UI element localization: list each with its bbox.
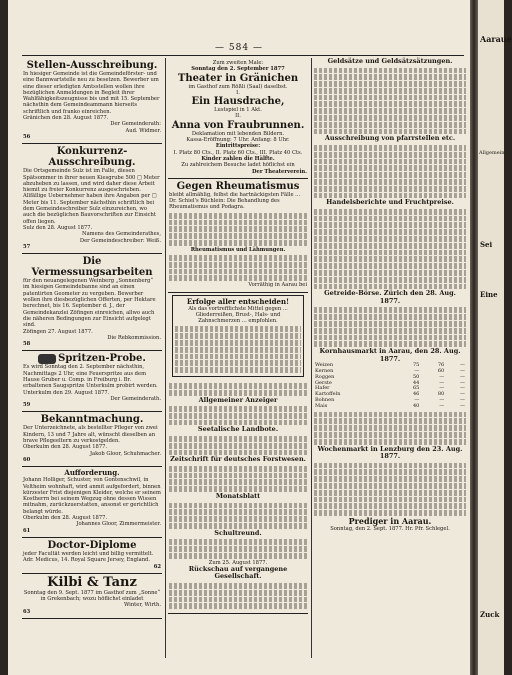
- notice-doctor: [22, 538, 162, 574]
- book-body: bleibt allmählig, felbst die hartnäckigsten Fälle ... Dr. Schiel's Büchlein: Die Behandlung des Rheumatismus und Podagra.: [169, 191, 301, 211]
- market-price: —: [439, 379, 445, 386]
- facing-page-fragment: Allgemein: [479, 150, 505, 156]
- notice-body: für den neuangelegenen Weinberg „Sonnenberg“ im hiesigen Gemeindebanne sind an einen patentirten Geometer zu vergeben. Bewerber wollen ihre diesbezüglichen Offerten, per Hektare berechnet, bis 16. September d. J., der Gemeindekanzlei Zöfingen einreichen, allwo auch die näheren Bedingungen zur Einsicht aufgelegt sind.: [23, 278, 156, 329]
- theater-invite: Zu zahlreichem Besuche ladet höflichst ein: [181, 162, 295, 169]
- notice-place-date: Gränichen den 28. August 1877.: [23, 115, 109, 122]
- text-block: [169, 383, 307, 396]
- section-heading: Geldsätze und Geldsätzsätzungen.: [327, 57, 453, 65]
- theater-date: Sonntag den 2. September 1877: [191, 66, 285, 73]
- rheumatism-book-ad: [168, 179, 308, 293]
- text-block: [175, 326, 301, 373]
- header-rule: [22, 55, 464, 56]
- periodical-heading: Allgemeiner Anzeiger: [198, 395, 278, 404]
- notice-title: Doctor-Diplome: [47, 539, 137, 551]
- notice-number: 61: [23, 527, 31, 534]
- theater-prices-title: Eintrittspreise:: [215, 143, 261, 150]
- theater-venue: im Gasthof zum Rößli (Saal) daselbst.: [188, 83, 288, 90]
- theater-roman: II.: [235, 113, 241, 120]
- notice-vermessung: [22, 254, 162, 351]
- notice-body: Es wird Sonntag den 2. September nächsthin, Nachmittags 2 Uhr, eine Feuerspritze aus dem Hause Gruber u. Comp. in Freiburg i. Br. erbaltenen Saugspritze Unterkulm probirt werden.: [23, 364, 158, 390]
- notice-place-date: Unterkulm den 29. August 1877.: [23, 389, 110, 396]
- periodical-heading: Rückschau auf vergangene Gesellschaft.: [188, 564, 288, 581]
- notice-place-date: Zöfingen 27. August 1877.: [23, 328, 93, 335]
- notice-stellen: [22, 58, 162, 144]
- notice-body: Der Unterzeichnete, als bestellter Pfleger von zwei Kindern, 13 und 7 Jahre alt, wünscht dieselben an brave Pflegeeltern zu verkostgelden.: [23, 425, 158, 445]
- facing-page-fragment: Zuck: [480, 610, 500, 619]
- notice-number: 58: [23, 341, 31, 348]
- table-row: [314, 404, 466, 410]
- facing-page-fragment: Aaraue: [480, 34, 512, 44]
- notice-spritzen: [22, 351, 162, 412]
- market-item: Mais: [315, 402, 328, 409]
- success-box-ad: [172, 295, 304, 377]
- text-block: [314, 463, 466, 516]
- theater-play-2-sub: Deklamation mit lebenden Bildern.: [191, 130, 285, 137]
- notice-body: Die Ortsgemeinde Sulz ist im Falle, diesen Spätsommer in ihrer neuen Kiesgrube 500 □ Meter abzuheben zu lassen, und wird daher diese Arbeit hiemit zu freier Konkurrenz ausgeschrieben. Allfällige Uebernehmer haben ihre Angaben per □ Meter bis 11. September nächsthin schriftlich bei dem Gemeindeschreiber Sulz einzureichen, wo auch die bezüglichen Bauvorschriften zur Einsicht offen liegen.: [23, 168, 160, 225]
- notice-title: Spritzen-Probe.: [23, 353, 161, 364]
- notice-aufforderung: [22, 467, 162, 538]
- notice-number: 63: [23, 608, 31, 615]
- text-block: [169, 539, 307, 558]
- facing-page: [478, 0, 512, 675]
- text-block: [314, 307, 466, 347]
- theater-play-1-sub: Lustspiel in 1 Akt.: [214, 107, 262, 114]
- notice-body: In hiesiger Gemeinde ist die Gemeindeförster- und eine Bannwartstelle neu zu besetzen. Bewerber um eine dieser erledigten Amtsstellen wollen ihre bezüglichen Anmeldungen in Begleit ihrer Wahlfähigkeitszeugnisse bis und mit 15. September nächsthin dem Gemeindeammann hierseits schriftlich und franko einreichen.: [23, 71, 160, 115]
- section-heading: Wochenmarkt in Lenzburg den 23. Aug. 1877.: [317, 444, 463, 461]
- periodical-footer: Zum 25. August 1877.: [208, 559, 268, 566]
- notice-title: Bekanntmachung.: [40, 414, 144, 426]
- market-price: 75: [412, 362, 420, 369]
- periodical-heading: Monatsblatt: [215, 492, 261, 501]
- notice-number: 57: [23, 243, 31, 250]
- market-price: —: [439, 385, 445, 392]
- text-block: [169, 466, 307, 492]
- theater-announcement: [168, 58, 308, 179]
- notice-signature: Aud. Widmer.: [125, 127, 161, 134]
- column-divider: [165, 58, 166, 658]
- market-price: —: [460, 402, 465, 409]
- market-item: Hafer: [315, 385, 330, 392]
- notice-place-date: Sulz den 28. August 1877.: [23, 224, 93, 231]
- notice-title: Stellen-Ausschreibung.: [26, 60, 158, 71]
- notice-signature: Winter, Wirth.: [123, 602, 161, 609]
- notice-signature: Der Gemeinderath:: [110, 121, 161, 128]
- theater-play-1: Ein Hausdrache,: [191, 96, 285, 108]
- theater-roman: I.: [236, 89, 240, 96]
- periodicals-list: [168, 379, 308, 614]
- market-item: Roggen: [315, 373, 335, 380]
- text-block: [314, 209, 466, 290]
- notice-number: 56: [23, 133, 31, 140]
- periodical-heading: Schultreund.: [214, 528, 262, 537]
- text-block: [314, 145, 466, 198]
- section-heading: Ausschreibung von pfarrstellen etc.: [324, 134, 456, 143]
- column-divider: [311, 58, 312, 658]
- facing-page-fragment: Eine: [480, 290, 498, 299]
- box-title: Erfolge aller entscheiden!: [186, 296, 290, 306]
- market-price: —: [460, 391, 465, 398]
- periodical-heading: Seetalische Landbote.: [197, 425, 279, 434]
- market-price-table: [314, 363, 466, 409]
- text-block: [169, 583, 307, 609]
- notice-place-date: Oberkulm den 28. August 1877.: [23, 515, 108, 522]
- market-price: 65: [412, 385, 420, 392]
- notice-body: Johann Holliger, Schuster, von Gontenschwil, in Veltheim wohnhaft, wird anmit aufgefordert, binnen kürzester Frist diejenigen Kleider, welche er seinem Kostherrn bei seinem Wegzug ohne dessen Wissen mitnahm, zurückzuerstatten, ansonst er gerichtlich belangt würde.: [23, 477, 161, 515]
- market-price: —: [439, 396, 445, 403]
- fire-engine-icon: [38, 354, 56, 364]
- notice-number: 62: [153, 563, 161, 570]
- market-price: —: [460, 367, 465, 374]
- book-gutter: [470, 0, 478, 675]
- theater-title: Theater in Gränichen: [177, 72, 299, 84]
- market-price: —: [460, 396, 465, 403]
- market-price: —: [460, 373, 465, 380]
- column-left: [22, 58, 162, 658]
- market-price: —: [439, 373, 445, 380]
- notice-body: jeder Facultät werden leicht und billig vermittelt. Adr. Medicus, 14. Royal Square Jersey, England.: [23, 550, 154, 564]
- market-price: 44: [412, 379, 420, 386]
- column-middle: [168, 58, 308, 658]
- notice-signature: Johannes Gloor, Zimmermeister.: [76, 521, 161, 528]
- theater-play-2: Anna von Fraubrunnen.: [171, 119, 305, 131]
- notice-signature: Jakob Gloor, Schuhmacher.: [89, 450, 161, 457]
- theater-prices: I. Platz 80 Cts., II. Platz 60 Cts., III. Platz 40 Cts.: [173, 149, 303, 156]
- page-number: — 584 —: [215, 43, 263, 53]
- market-item: Kartoffeln: [315, 391, 341, 398]
- periodical-heading: Zeitschrift für deutsches Forstwesen.: [170, 455, 306, 464]
- text-block: [169, 406, 307, 425]
- market-price: 46: [412, 391, 420, 398]
- market-price: 80: [437, 391, 445, 398]
- market-price: 50: [412, 373, 420, 380]
- market-price: 60: [437, 367, 445, 374]
- notice-signature: Namens des Gemeinderathes,: [82, 231, 161, 238]
- market-price: 76: [437, 362, 445, 369]
- market-item: Weizen: [315, 362, 334, 369]
- notice-bekanntmachung: [22, 412, 162, 467]
- book-subtitle: Rheumatismus und Lähmungen.: [190, 246, 286, 253]
- notice-place-date: Oberkulm den 28. August 1877.: [23, 444, 108, 451]
- text-block: [169, 255, 307, 281]
- book-shop: Vorräthig in Aarau bei: [248, 282, 307, 289]
- newspaper-page: [8, 0, 470, 675]
- notice-konkurrenz: [22, 144, 162, 254]
- notice-number: 59: [23, 402, 31, 409]
- theater-cashier: Kassa-Eröffnung: 7 Uhr. Anfang: 8 Uhr.: [186, 137, 290, 144]
- column-right: [314, 58, 466, 658]
- market-price: 40: [412, 402, 420, 409]
- notice-title: Kilbi & Tanz: [47, 574, 137, 590]
- notice-kilbi: [22, 574, 162, 619]
- notice-title: Aufforderung.: [64, 468, 120, 478]
- market-price: —: [460, 385, 465, 392]
- market-item: Bohnen: [315, 396, 335, 403]
- theater-kids: Kinder zahlen die Hälfte.: [201, 155, 275, 162]
- notice-body: Sonntag den 9. Sept. 1877 im Gasthof zum „Sonne“ in Grekenbach; wozu höflichst einladet: [23, 589, 161, 603]
- theater-header: Zum zweiten Male:: [212, 60, 264, 66]
- book-title: Gegen Rheumatismus: [176, 180, 300, 192]
- facing-page-fragment: Sei: [480, 240, 493, 249]
- section-heading: Prediger in Aarau.: [348, 515, 432, 526]
- box-body: Als das vortrefflichste Mittel gegen ... Gliederreißen, Brust-, Hals- und Zahnschmerzen ... empfohlen.: [188, 305, 288, 325]
- notice-signature: Die Rebkommission.: [107, 334, 161, 341]
- text-block: [314, 68, 466, 135]
- text-block: [169, 213, 307, 246]
- text-block: [169, 503, 307, 529]
- text-block: [169, 436, 307, 455]
- market-price: —: [439, 402, 445, 409]
- section-heading: Getreide-Börse. Zürich den 28. Aug. 1877.: [324, 289, 456, 305]
- theater-signature: Der Theaterverein.: [252, 168, 307, 175]
- market-price: —: [460, 362, 465, 369]
- section-heading: Kornhausmarkt in Aarau, den 28. Aug. 1877.: [319, 347, 461, 363]
- market-price: —: [414, 367, 420, 374]
- notice-title: Die Vermessungsarbeiten: [31, 256, 153, 279]
- notice-title: Konkurrenz-Ausschreibung.: [48, 146, 136, 169]
- text-block: [314, 412, 466, 445]
- sermon-footer: Sonntag, den 2. Sept. 1877. Hr. Pfr. Schlegel.: [330, 525, 450, 532]
- section-heading: Handelsberichte und Fruchtpreise.: [326, 198, 454, 207]
- market-item: Gerste: [315, 379, 332, 386]
- market-price: —: [414, 396, 420, 403]
- notice-signature: Der Gemeinderath.: [110, 395, 161, 402]
- market-item: Kernen: [315, 367, 334, 374]
- notice-signature: Der Gemeindeschreiber: Weiß.: [79, 237, 161, 244]
- market-price: —: [460, 379, 465, 386]
- notice-number: 60: [23, 456, 31, 463]
